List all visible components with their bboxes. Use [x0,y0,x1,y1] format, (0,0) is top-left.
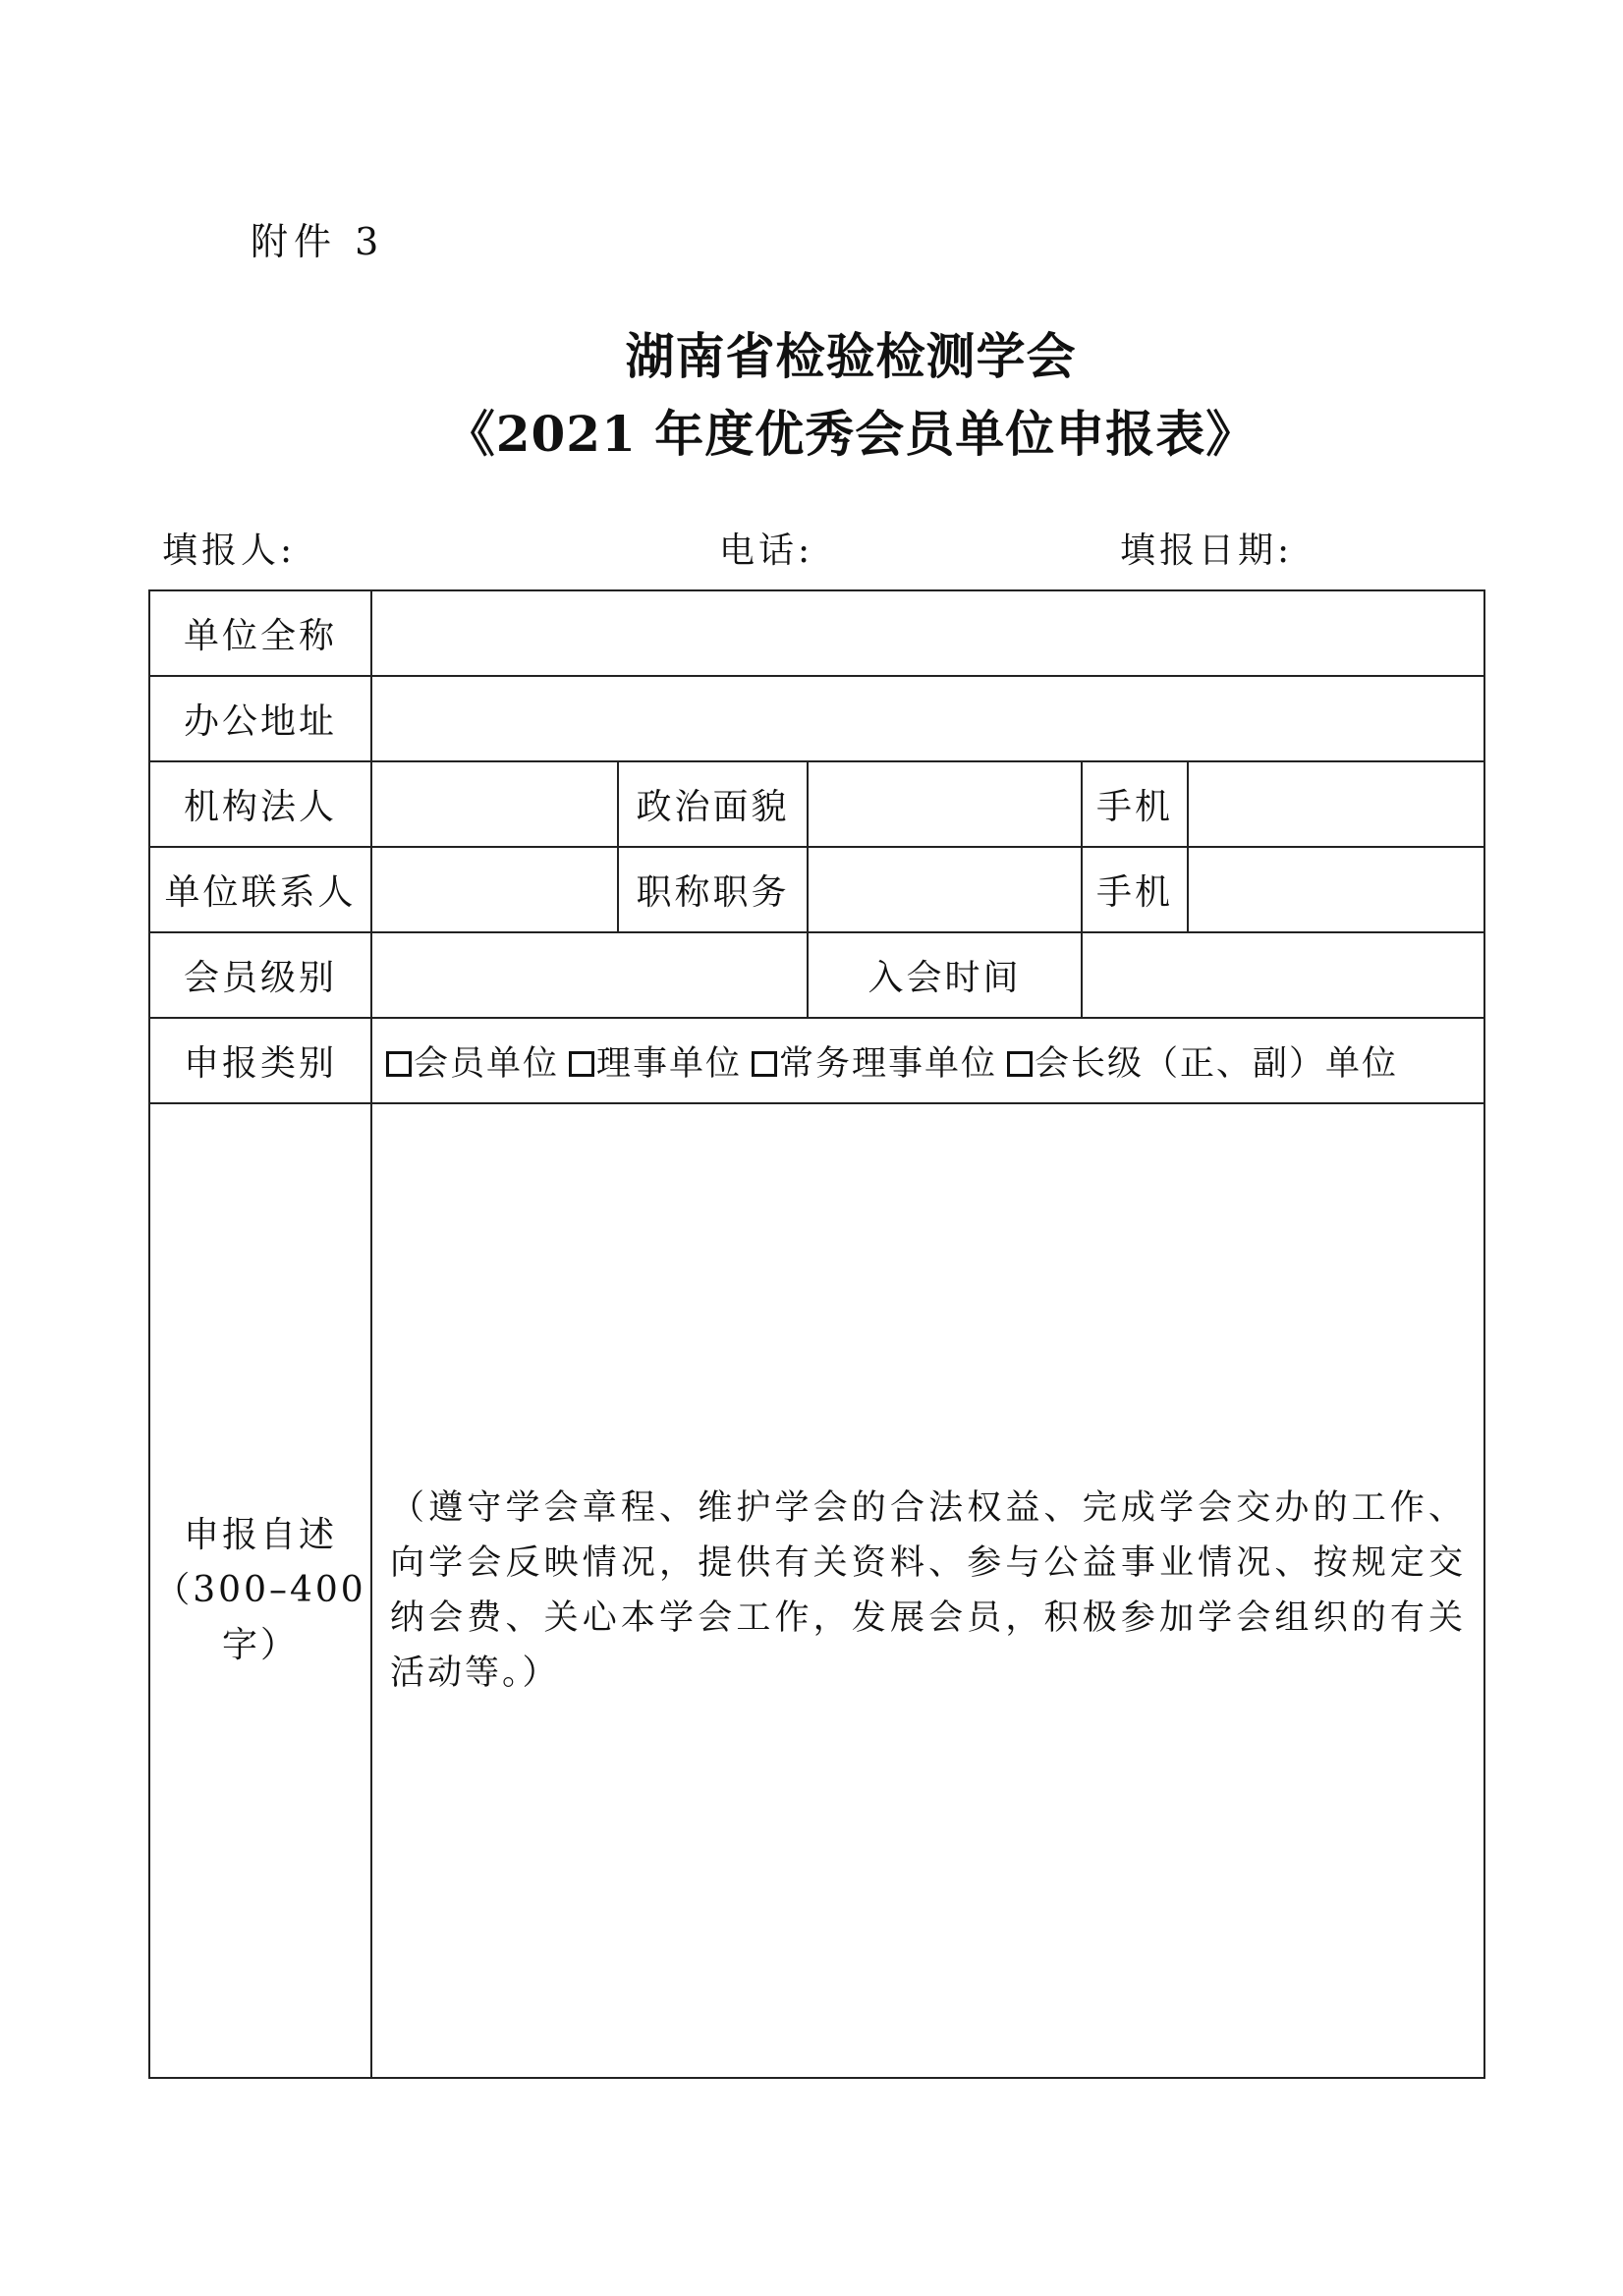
option-president-unit[interactable] [1007,1044,1398,1084]
row-legal-person [149,761,1484,847]
row-unit-full-name [149,590,1484,676]
political-status-field[interactable] [808,761,1082,847]
checkbox-icon[interactable] [1007,1051,1033,1077]
self-statement-field[interactable] [371,1103,1484,2078]
unit-full-name-label: 单位全称 [149,590,371,676]
political-status-label: 政治面貌 [618,761,808,847]
option-member-unit[interactable] [386,1044,559,1084]
row-self-statement [149,1103,1484,2078]
join-time-field[interactable] [1082,932,1484,1018]
document-subtitle: 《2021 年度优秀会员单位申报表》 [445,405,1257,463]
date-label: 填报日期: [1120,531,1294,571]
option-label: 会员单位 [414,1043,560,1084]
category-options [371,1018,1484,1103]
self-statement-label-line2: （300–400 [154,1570,366,1610]
contact-label: 单位联系人 [149,847,371,932]
legal-person-field[interactable] [371,761,618,847]
phone-label: 电话: [719,531,814,571]
contact-field[interactable] [371,847,618,932]
mobile-field-2[interactable] [1188,847,1484,932]
mobile-label-1: 手机 [1082,761,1188,847]
option-label: 理事单位 [596,1043,743,1084]
row-member-level [149,932,1484,1018]
row-office-address [149,676,1484,761]
option-label: 会长级（正、副）单位 [1035,1043,1399,1084]
self-statement-label-line1: 申报自述 [183,1515,337,1555]
filler-label: 填报人: [162,531,297,571]
option-standing-council-unit[interactable] [752,1044,997,1084]
row-category [149,1018,1484,1103]
option-council-unit[interactable] [569,1044,742,1084]
checkbox-icon[interactable] [569,1051,594,1077]
member-level-label: 会员级别 [149,932,371,1018]
attachment-label: 附件 3 [251,220,385,263]
application-form-table [148,589,1485,2079]
checkbox-icon[interactable] [386,1051,412,1077]
office-address-label: 办公地址 [149,676,371,761]
member-level-field[interactable] [371,932,808,1018]
legal-person-label: 机构法人 [149,761,371,847]
mobile-field-1[interactable] [1188,761,1484,847]
join-time-label: 入会时间 [808,932,1082,1018]
self-statement-label-line3: 字） [221,1625,299,1665]
row-contact [149,847,1484,932]
checkbox-icon[interactable] [752,1051,777,1077]
unit-full-name-field[interactable] [371,590,1484,676]
office-address-field[interactable] [371,676,1484,761]
self-statement-label [149,1103,371,2078]
document-title: 湖南省检验检测学会 [625,327,1077,385]
category-label: 申报类别 [149,1018,371,1103]
title-position-label: 职称职务 [618,847,808,932]
option-label: 常务理事单位 [779,1043,998,1084]
title-position-field[interactable] [808,847,1082,932]
self-statement-hint: （遵守学会章程、维护学会的合法权益、完成学会交办的工作、向学会反映情况，提供有关资料、参与公益事业情况、按规定交纳会费、关心本学会工作，发展会员，积极参加学会组织的有关活动等。） [390,1488,1467,1693]
mobile-label-2: 手机 [1082,847,1188,932]
